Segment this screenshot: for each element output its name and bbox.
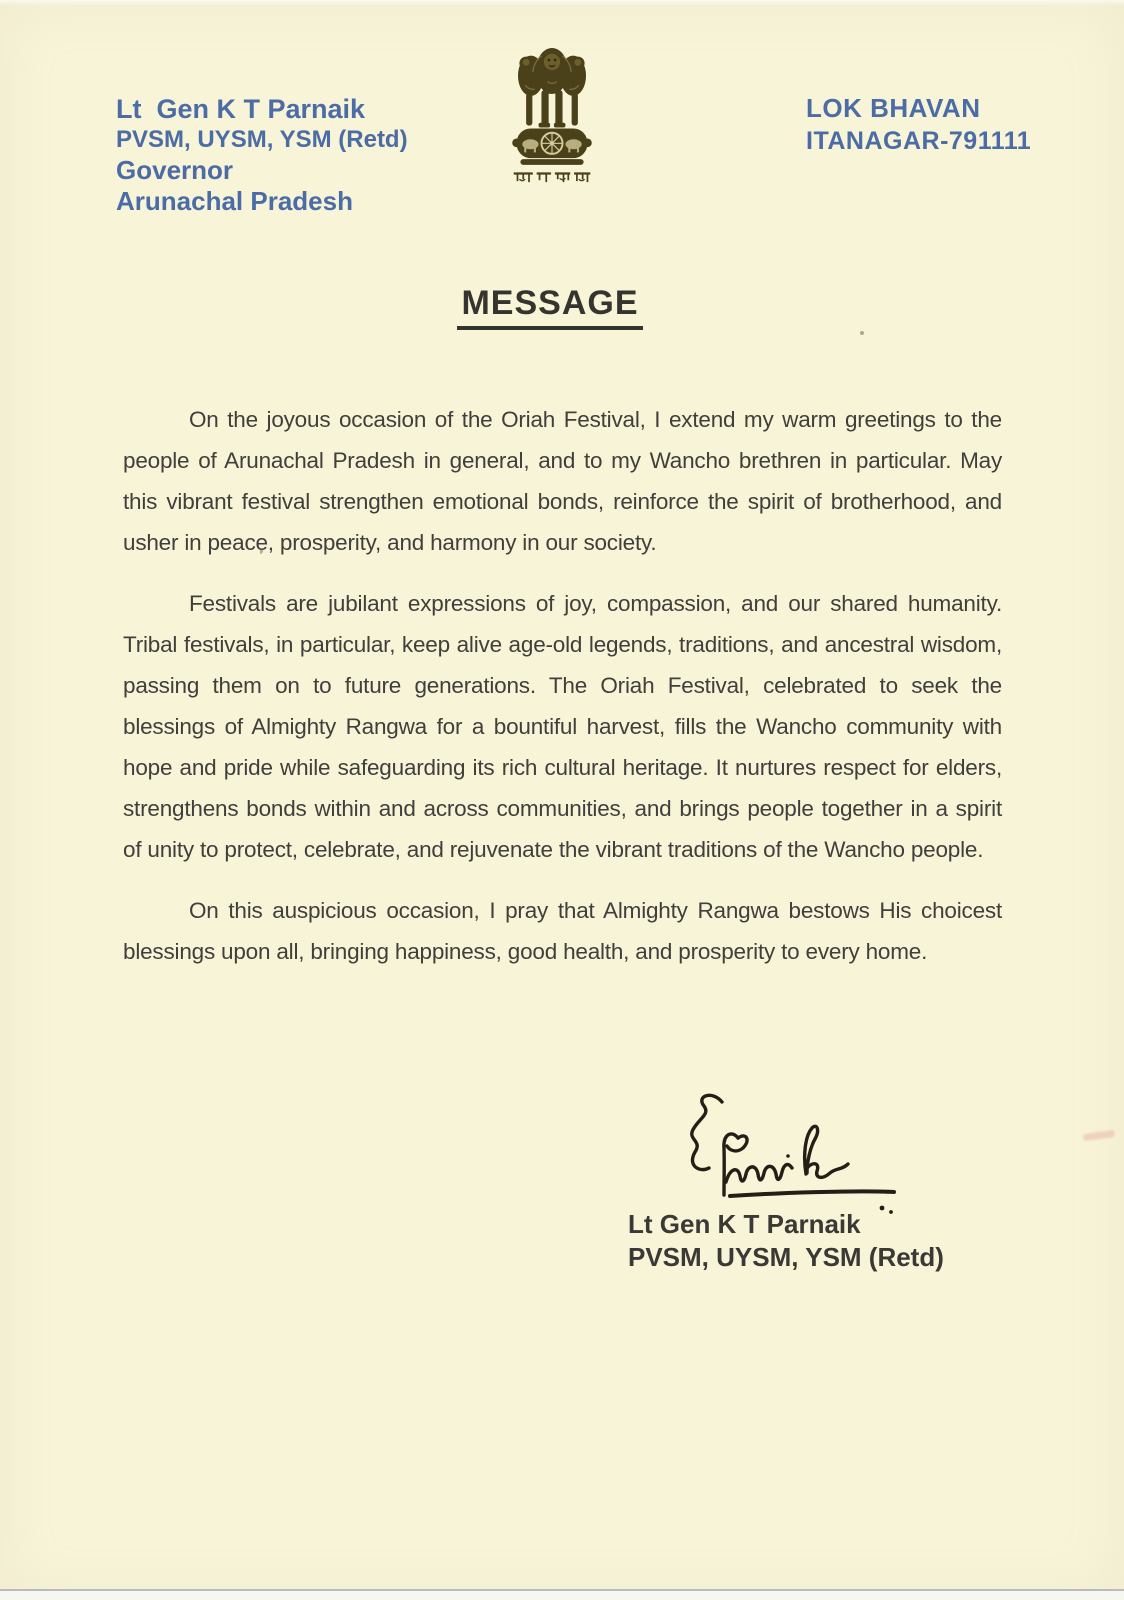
signatory-honors: PVSM, UYSM, YSM (Retd)	[628, 1242, 944, 1272]
letter-body	[123, 399, 1002, 972]
address-line2: ITANAGAR-791111	[806, 127, 1032, 155]
scan-edge-top	[0, 0, 1124, 6]
state-emblem-icon	[506, 40, 598, 192]
paragraph-3: On this auspicious occasion, I pray that Almighty Rangwa bestows His choicest blessings upon all, bringing happiness, good health, and prosperity to every home.	[123, 898, 1002, 964]
address-block	[806, 92, 1031, 158]
message-heading: MESSAGE	[457, 284, 642, 330]
scan-speck	[860, 331, 864, 335]
sender-title: Governor	[116, 155, 234, 185]
paragraph-1: On the joyous occasion of the Oriah Festival, I extend my warm greetings to the people of Arunachal Pradesh in general, and to my Wancho brethren in particular. May this vibrant festival strengthen emotional bonds, reinforce the spirit of brotherhood, and usher in peace, prosperity, and harmony in our society.	[123, 407, 1002, 555]
sender-block	[116, 94, 408, 217]
signatory-name: Lt Gen K T Parnaik	[628, 1209, 861, 1239]
sender-honors: PVSM, UYSM, YSM (Retd)	[116, 126, 408, 153]
signature-scribble-icon	[676, 1072, 916, 1222]
address-line1: LOK BHAVAN	[806, 93, 981, 123]
signature-block	[628, 1208, 944, 1274]
sender-region: Arunachal Pradesh	[116, 186, 353, 216]
emblem-motto	[514, 174, 591, 183]
heading-wrap	[0, 284, 1112, 330]
scan-smudge	[1083, 1130, 1116, 1141]
scan-edge-bottom	[0, 1589, 1124, 1600]
sender-name: Lt Gen K T Parnaik	[116, 94, 366, 124]
paragraph-2: Festivals are jubilant expressions of joy, compassion, and our shared humanity. Tribal festivals, in particular, keep alive age-old legends, traditions, and ancestral wisdom, passing them on to future generations. The Oriah Festival, celebrated to seek the blessings of Almighty Rangwa for a bountiful harvest, fills the Wancho community with hope and pride while safeguarding its rich cultural heritage. It nurtures respect for elders, strengthens bonds within and across communities, and brings people together in a spirit of unity to protect, celebrate, and rejuvenate the vibrant traditions of the Wancho people.	[123, 591, 1002, 862]
